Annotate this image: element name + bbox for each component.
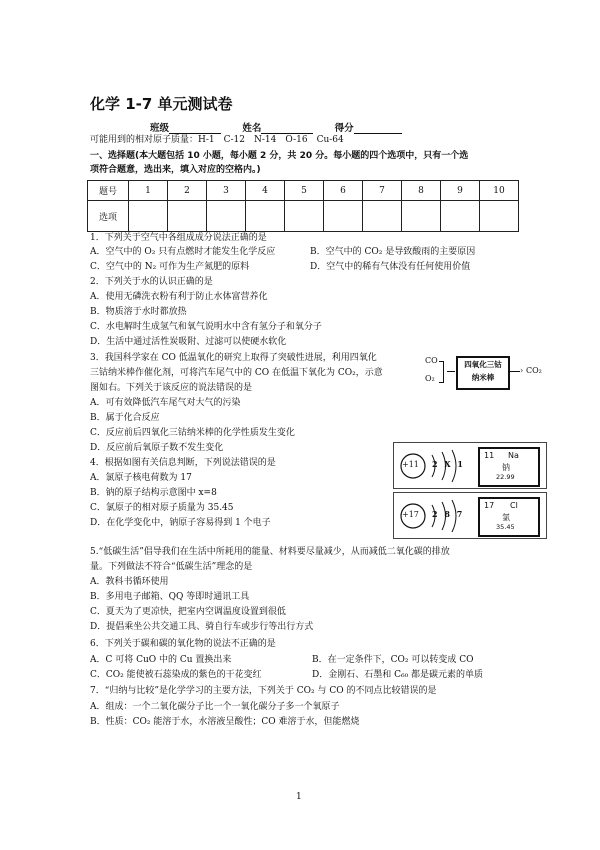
answer-cell[interactable] bbox=[480, 201, 519, 232]
sodium-mass: 22.99 bbox=[496, 473, 515, 481]
answer-table-number: 2 bbox=[168, 181, 207, 201]
arrow-head-icon: › bbox=[520, 366, 524, 375]
answer-cell[interactable] bbox=[129, 201, 168, 232]
q5-stem-line1: 5.“低碳生活”倡导我们在生活中所耗用的能量、材料要尽量减少，从而减低二氧化碳的排放 bbox=[90, 547, 450, 557]
answer-table bbox=[87, 180, 519, 232]
q4-option-c: C．氯原子的相对原子质量为 35.45 bbox=[90, 503, 234, 513]
name-label: 姓名 bbox=[242, 123, 262, 134]
chlorine-number: 17 bbox=[484, 501, 495, 510]
chlorine-shells: 2 8 7 bbox=[432, 509, 465, 519]
q6-option-b: B．在一定条件下，CO₂ 可以转变成 CO bbox=[312, 655, 474, 665]
page-number: 1 bbox=[296, 792, 302, 802]
section1-heading-line1: 一、选择题(本大题包括 10 小题，每小题 2 分，共 20 分。每小题的四个选项中，只有一个选 bbox=[90, 151, 469, 161]
q3-stem-line1: 3．我国科学家在 CO 低温氧化的研究上取得了突破性进展，利用四氧化 bbox=[90, 353, 377, 363]
student-info-fields bbox=[150, 120, 420, 134]
reactant-bracket bbox=[439, 361, 444, 383]
name-blank bbox=[261, 123, 313, 134]
catalyst-box bbox=[456, 356, 510, 390]
q1-option-c: C．空气中的 N₂ 可作为生产氮肥的原料 bbox=[90, 262, 250, 272]
q3-option-c: C．反应前后四氧化三钴纳米棒的化学性质发生变化 bbox=[90, 428, 295, 438]
chlorine-mass: 35.45 bbox=[496, 523, 515, 531]
answer-table-number: 7 bbox=[363, 181, 402, 201]
q6-option-a: A．C 可将 CuO 中的 Cu 置换出来 bbox=[90, 655, 232, 665]
chlorine-nucleus: +17 bbox=[402, 510, 419, 519]
q2-option-b: B．物质溶于水时都放热 bbox=[90, 307, 187, 317]
q1-stem: 1．下列关于空气中各组成成分说法正确的是 bbox=[90, 233, 267, 243]
q1-option-b: B．空气中的 CO₂ 是导致酸雨的主要原因 bbox=[310, 247, 476, 257]
answer-table-row2-label: 选项 bbox=[88, 201, 129, 232]
sodium-nucleus: +11 bbox=[402, 460, 419, 469]
chlorine-atom-diagram bbox=[393, 492, 547, 539]
catalyst-label-line1: 四氧化三钴 bbox=[464, 360, 502, 369]
q6-option-c: C．CO₂ 能使被石蕊染成的紫色的干花变红 bbox=[90, 670, 262, 680]
answer-table-number: 5 bbox=[285, 181, 324, 201]
reactant-co-label: CO bbox=[425, 356, 438, 365]
sodium-symbol: Na bbox=[508, 451, 519, 460]
q5-option-a: A．教科书循环使用 bbox=[90, 577, 169, 587]
answer-cell[interactable] bbox=[168, 201, 207, 232]
arrow-out bbox=[510, 371, 520, 372]
answer-cell[interactable] bbox=[285, 201, 324, 232]
q5-option-d: D．提倡乘坐公共交通工具、骑自行车或步行等出行方式 bbox=[90, 622, 314, 632]
sodium-name: 钠 bbox=[502, 463, 510, 472]
chlorine-element-card bbox=[478, 497, 540, 537]
answer-table-number: 4 bbox=[246, 181, 285, 201]
chlorine-symbol: Cl bbox=[510, 501, 518, 510]
answer-cell[interactable] bbox=[402, 201, 441, 232]
q5-option-c: C．夏天为了更凉快，把室内空调温度设置到很低 bbox=[90, 607, 286, 617]
answer-cell[interactable] bbox=[207, 201, 246, 232]
sodium-atom-diagram bbox=[393, 442, 547, 489]
q2-option-c: C．水电解时生成氢气和氧气说明水中含有氢分子和氧分子 bbox=[90, 322, 322, 332]
section1-heading-line2: 项符合题意，选出来，填入对应的空格内。) bbox=[90, 165, 261, 175]
sodium-element-card bbox=[478, 447, 540, 487]
product-co2-label: CO₂ bbox=[526, 366, 542, 375]
q7-stem: 7．“归纳与比较”是化学学习的主要方法，下列关于 CO₂ 与 CO 的不同点比较错误的是 bbox=[90, 686, 437, 696]
q4-option-d: D．在化学变化中，钠原子容易得到 1 个电子 bbox=[90, 518, 271, 528]
catalyst-reaction-diagram bbox=[425, 354, 545, 390]
answer-table-number: 9 bbox=[441, 181, 480, 201]
q4-option-b: B．钠的原子结构示意图中 x=8 bbox=[90, 488, 217, 498]
answer-table-number: 3 bbox=[207, 181, 246, 201]
reactant-o2-label: O₂ bbox=[425, 374, 435, 383]
answer-table-number: 1 bbox=[129, 181, 168, 201]
q6-stem: 6．下列关于碳和碳的氧化物的说法不正确的是 bbox=[90, 639, 276, 649]
class-label: 班级 bbox=[150, 123, 170, 134]
q5-stem-line2: 量。下列做法不符合“低碳生活”理念的是 bbox=[90, 562, 253, 572]
q3-stem-line3: 图如右。下列关于该反应的说法错误的是 bbox=[90, 383, 253, 393]
answer-cell[interactable] bbox=[363, 201, 402, 232]
q4-option-a: A．氯原子核电荷数为 17 bbox=[90, 473, 192, 483]
q2-option-d: D．生活中通过活性炭吸附、过滤可以使硬水软化 bbox=[90, 337, 287, 347]
q3-option-b: B．属于化合反应 bbox=[90, 413, 160, 423]
q1-option-a: A．空气中的 O₂ 只有点燃时才能发生化学反应 bbox=[90, 247, 276, 257]
answer-cell[interactable] bbox=[324, 201, 363, 232]
class-blank bbox=[169, 123, 221, 134]
q6-option-d: D．金刚石、石墨和 C₆₀ 都是碳元素的单质 bbox=[312, 670, 484, 680]
arrow-in bbox=[447, 371, 455, 372]
q3-stem-line2: 三钴纳米棒作催化剂，可将汽车尾气中的 CO 在低温下氧化为 CO₂，示意 bbox=[90, 368, 383, 378]
answer-table-number: 8 bbox=[402, 181, 441, 201]
answer-table-row1-label: 题号 bbox=[88, 181, 129, 201]
sodium-number: 11 bbox=[484, 451, 495, 460]
catalyst-label-line2: 纳米棒 bbox=[471, 373, 495, 382]
q2-stem: 2．下列关于水的认识正确的是 bbox=[90, 277, 213, 287]
q5-option-b: B．多用电子邮箱、QQ 等即时通讯工具 bbox=[90, 592, 250, 602]
q1-option-d: D．空气中的稀有气体没有任何使用价值 bbox=[310, 262, 471, 272]
answer-table-number: 10 bbox=[480, 181, 519, 201]
sodium-shells: 2 X 1 bbox=[432, 459, 465, 469]
page-title: 化学 1-7 单元测试卷 bbox=[90, 95, 233, 113]
answer-table-number: 6 bbox=[324, 181, 363, 201]
chlorine-name: 氯 bbox=[502, 513, 510, 522]
score-label: 得分 bbox=[334, 123, 354, 134]
q4-stem: 4．根据如图有关信息判断，下列说法错误的是 bbox=[90, 458, 276, 468]
q2-option-a: A．使用无磷洗衣粉有利于防止水体富营养化 bbox=[90, 292, 268, 302]
q3-option-d: D．反应前后氧原子数不发生变化 bbox=[90, 443, 224, 453]
score-blank bbox=[354, 123, 402, 134]
q3-option-a: A．可有效降低汽车尾气对大气的污染 bbox=[90, 398, 241, 408]
q7-option-a: A．组成：一个二氧化碳分子比一个一氧化碳分子多一个氧原子 bbox=[90, 702, 340, 712]
answer-cell[interactable] bbox=[441, 201, 480, 232]
answer-cell[interactable] bbox=[246, 201, 285, 232]
q7-option-b: B．性质：CO₂ 能溶于水，水溶液呈酸性；CO 难溶于水，但能燃烧 bbox=[90, 717, 360, 727]
atomic-masses: 可能用到的相对原子质量：H-1 C-12 N-14 O-16 Cu-64 bbox=[90, 135, 344, 145]
